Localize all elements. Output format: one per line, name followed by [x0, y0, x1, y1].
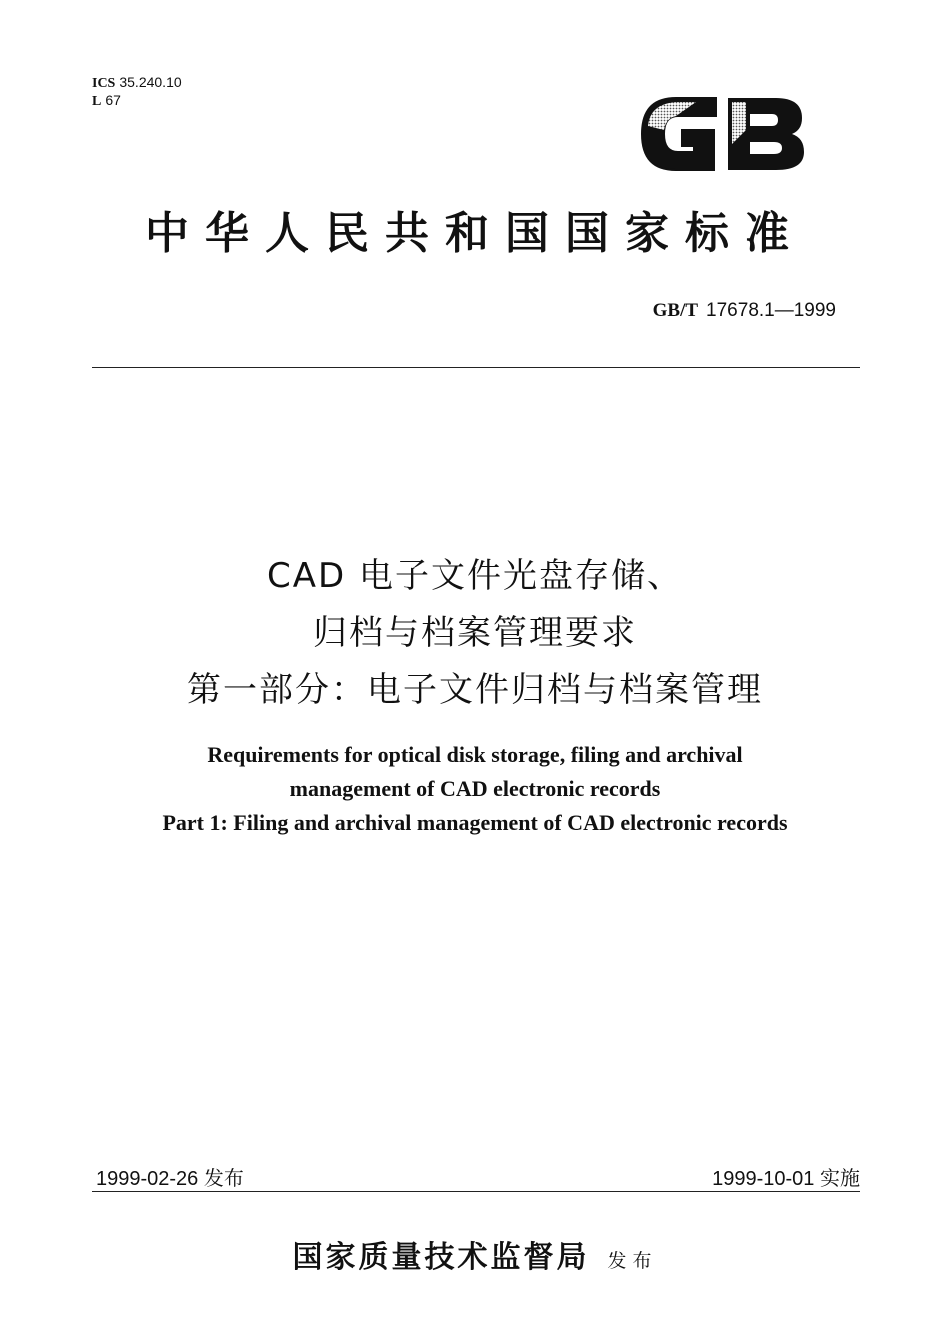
standard-type-title: 中华人民共和国国家标准 [145, 208, 805, 259]
issuer-action: 发布 [607, 1250, 658, 1272]
issuer [0, 1232, 950, 1276]
english-title-line-2: management of CAD electronic records [289, 776, 661, 801]
ics-code [92, 74, 182, 92]
ccs-code [92, 92, 182, 110]
chinese-title-line-1: CAD 电子文件光盘存储、 [267, 556, 683, 596]
issuer-organization: 国家质量技术监督局 [292, 1240, 590, 1275]
english-title-line-3: Part 1: Filing and archival management of CAD electronic records [162, 810, 788, 835]
english-title-line-1: Requirements for optical disk storage, filing and archival [207, 742, 743, 767]
gb-standard-logo [636, 86, 808, 182]
standard-number-prefix: GB/T [652, 300, 699, 321]
chinese-title-line-2: 归档与档案管理要求 [313, 613, 637, 653]
footer-divider [92, 1191, 860, 1192]
standard-number [653, 300, 836, 322]
header-divider [92, 367, 860, 368]
ics-label: ICS [92, 76, 116, 91]
chinese-title [40, 548, 910, 719]
classification-codes [92, 74, 182, 110]
english-title [40, 738, 910, 840]
ics-value: 35.240.10 [119, 74, 182, 90]
issue-date: 1999-02-26 发布 [96, 1168, 244, 1190]
implementation-date: 1999-10-01 实施 [712, 1168, 860, 1190]
ccs-label: L [92, 94, 102, 109]
standard-number-value: 17678.1—1999 [706, 300, 836, 321]
chinese-title-line-3: 第一部分：电子文件归档与档案管理 [187, 670, 763, 710]
ccs-value: 67 [105, 92, 121, 108]
